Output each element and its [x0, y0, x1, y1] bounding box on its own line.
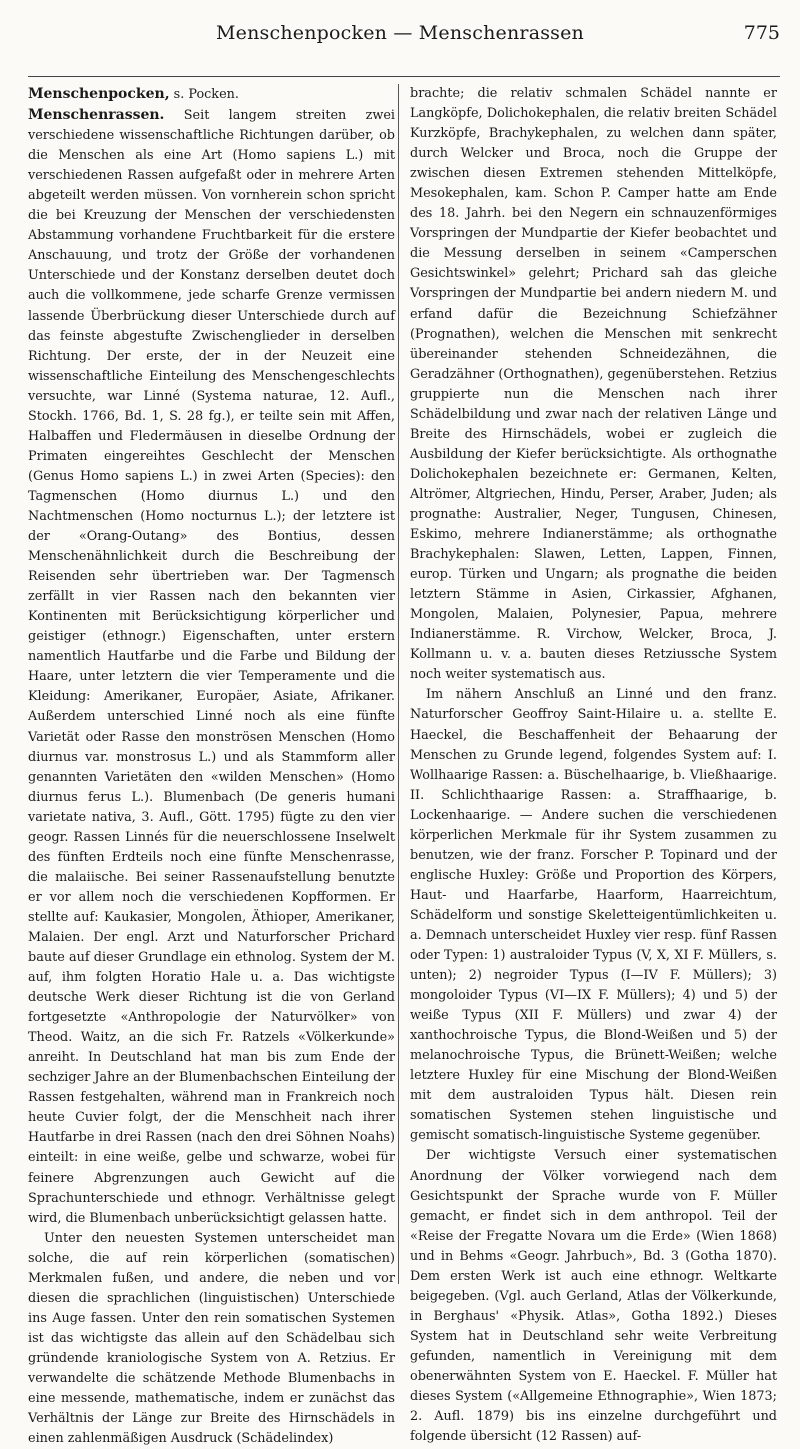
- column-divider: [398, 84, 399, 1284]
- paragraph: Im nähern Anschluß an Linné und den franz. Naturforscher Geoffroy Saint-Hilaire u. a. stellte E. Haeckel, die Beschaffenheit der Behaarung der Menschen zu Grunde legend, folgendes System auf: I. Wollhaarige Rassen: a. Büschelhaarige, b. Vließhaarige. II. Schlichthaarige Rassen: a. Straffhaarige, b. Lockenhaarige. — Andere suchen die verschiedenen körperlichen Merkmale für ihr System zusammen zu benutzen, wie der franz. Forscher P. Topinard und der englische Huxley: Größe und Proportion des Körpers, Haut- und Haarfarbe, Haarform, Haarreichtum, Schädelform und sonstige Skeletteigentümlichkeiten u. a. Demnach unterscheidet Huxley vier resp. fünf Rassen oder Typen: 1) australoider Typus (V, X, XI F. Müllers, s. unten); 2) negroider Typus (I—IV F. Müllers); 3) mongoloider Typus (VI—IX F. Müllers); 4) und 5) der weiße Typus (XII F. Müllers) und zwar 4) der xanthochroische Typus, die Blond-Weißen und 5) der melanochroische Typus, die Brünett-Weißen; welche letztere Huxley für eine Mischung der Blond-Weißen mit dem australoiden Typus hält. Diesen rein somatischen Systemen stehen linguistische und gemischt somatisch-linguistische Systeme gegenüber.: [410, 687, 777, 1144]
- running-head: Menschenpocken — Menschenrassen: [216, 22, 584, 44]
- headword: Menschenpocken,: [28, 86, 170, 102]
- page-number: 775: [743, 22, 780, 44]
- entry-menschenpocken: [28, 84, 395, 105]
- header-rule: [28, 76, 780, 77]
- paragraph: brachte; die relativ schmalen Schädel nannte er Langköpfe, Dolichokephalen, die relativ breiten Schädel Kurzköpfe, Brachykephalen, zu welchen dann später, durch Welcker und Broca, noch die Gruppe der zwischen diesen Extremen stehenden Mittelköpfe, Mesokephalen, kam. Schon P. Camper hatte am Ende des 18. Jahrh. bei den Negern ein schnauzenförmiges Vorspringen der Mundpartie der Kiefer beobachtet und die Messung derselben in seinem «Camperschen Gesichtswinkel» gelehrt; Prichard sah das gleiche Vorspringen der Mundpartie bei andern niedern M. und erfand dafür die Bezeichnung Schiefzähner (Prognathen), welchen die Menschen mit senkrecht übereinander stehenden Schneidezähnen, die Geradzähner (Orthognathen), gegenüberstehen. Retzius gruppierte nun die Menschen nach ihrer Schädelbildung und zwar nach der relativen Länge und Breite des Hirnschädels, wobei er zugleich die Ausbildung der Kiefer berücksichtigte. Als orthognathe Dolichokephalen bezeichnete er: Germanen, Kelten, Altrömer, Altgriechen, Hindu, Perser, Araber, Juden; als prognathe: Australier, Neger, Tungusen, Chinesen, Eskimo, mehrere Indianerstämme; als orthognathe Brachykephalen: Slawen, Letten, Lappen, Finnen, europ. Türken und Ungarn; als prognathe die beiden letztern Stämme in Asien, Cirkassier, Afghanen, Mongolen, Malaien, Polynesier, Papua, mehrere Indianerstämme. R. Virchow, Welcker, Broca, J. Kollmann u. v. a. bauten dieses Retziussche System noch weiter systematisch aus.: [410, 86, 777, 683]
- entry-text: Seit langem streiten zwei verschiedene wissenschaftliche Richtungen darüber, ob die Menschen als eine Art (Homo sapiens L.) mit verschiedenen Rassen aufgefaßt oder in mehrere Arten abgeteilt werden müssen. Von vornherein schon spricht die bei Kreuzung der Menschen der verschiedensten Abstammung vorhandene Fruchtbarkeit für die erstere Anschauung, und trotz der Größe der vorhandenen Unterschiede und der Konstanz derselben deutet doch auch die vollkommene, jede scharfe Grenze vermissen lassende Überbrückung dieser Unterschiede durch auf das feinste abgestufte Zwischenglieder in derselben Richtung. Der erste, der in der Neuzeit eine wissenschaftliche Einteilung des Menschengeschlechts versuchte, war Linné (Systema naturae, 12. Aufl., Stockh. 1766, Bd. 1, S. 28 fg.), er teilte sein mit Affen, Halbaffen und Fledermäusen in dieselbe Ordnung der Primaten eingereihtes Geschlecht der Menschen (Genus Homo sapiens L.) in zwei Arten (Species): den Tagmenschen (Homo diurnus L.) und den Nachtmenschen (Homo nocturnus L.); der letztere ist der «Orang-Outang» des Bontius, dessen Menschenähnlichkeit durch die Beschreibung der Reisenden sehr übertrieben war. Der Tagmensch zerfällt in vier Rassen nach den bekannten vier Kontinenten mit Berücksichtigung körperlicher und geistiger (ethnogr.) Eigenschaften, unter erstern namentlich Hautfarbe und die Farbe und Bildung der Haare, unter letztern die vier Temperamente und die Kleidung: Amerikaner, Europäer, Asiate, Afrikaner. Außerdem unterschied Linné noch als eine fünfte Varietät oder Rasse den monströsen Menschen (Homo diurnus var. monstrosus L.) und als Stammform aller genannten Varietäten den «wilden Menschen» (Homo diurnus ferus L.). Blumenbach (De generis humani varietate nativa, 3. Aufl., Gött. 1795) fügte zu den vier geogr. Rassen Linnés für die neuerschlossene Inselwelt des fünften Erdteils noch eine fünfte Menschenrasse, die malaiische. Bei seiner Rassenaufstellung benutzte er vor allem noch die verschiedenen Kopfformen. Er stellte auf: Kaukasier, Mongolen, Äthioper, Amerikaner, Malaien. Der engl. Arzt und Naturforscher Prichard baute auf dieser Grundlage ein ethnolog. System der M. auf, ihm folgten Horatio Hale u. a. Das wichtigste deutsche Werk dieser Richtung ist die von Gerland fortgesetzte «Anthropologie der Naturvölker» von Theod. Waitz, an die sich Fr. Ratzels «Völkerkunde» anreiht. In Deutschland hat man bis zum Ende der sechziger Jahre an der Blumenbachschen Einteilung der Rassen festgehalten, während man in Frankreich noch heute Cuvier folgt, der die Menschheit nach ihrer Hautfarbe in drei Rassen (nach den drei Söhnen Noahs) einteilt: in eine weiße, gelbe und schwarze, wobei für feinere Abgrenzungen auch Gewicht auf die Sprachunterschiede und ethnogr. Verhältnisse gelegt wird, die Blumenbach unberücksichtigt gelassen hatte.: [28, 108, 395, 1226]
- paragraph: Unter den neuesten Systemen unterscheidet man solche, die auf rein körperlichen (somatischen) Merkmalen fußen, und andere, die neben und vor diesen die sprachlichen (linguistischen) Unterschiede ins Auge fassen. Unter den rein somatischen Systemen ist das wichtigste das allein auf den Schädelbau sich gründende kraniologische System von A. Retzius. Er verwandelte die schätzende Methode Blumenbachs in eine messende, mathematische, indem er zunächst das Verhältnis der Länge zur Breite des Hirnschädels in einen zahlenmäßigen Ausdruck (Schädelindex): [28, 1230, 395, 1447]
- right-column: [410, 84, 777, 1447]
- page-header: [0, 22, 800, 52]
- entry-menschenrassen: [28, 105, 395, 1229]
- entry-text: s. Pocken.: [169, 87, 239, 102]
- left-column: [28, 84, 395, 1449]
- headword: Menschenrassen.: [28, 107, 165, 124]
- paragraph: Der wichtigste Versuch einer systematischen Anordnung der Völker vorwiegend nach dem Gesichtspunkt der Sprache wurde von F. Müller gemacht, er findet sich in dem anthropol. Teil der «Reise der Fregatte Novara um die Erde» (Wien 1868) und in Behms «Geogr. Jahrbuch», Bd. 3 (Gotha 1870). Dem ersten Werk ist auch eine ethnogr. Weltkarte beigegeben. (Vgl. auch Gerland, Atlas der Völkerkunde, in Berghaus' «Physik. Atlas», Gotha 1892.) Dieses System hat in Deutschland sehr weite Verbreitung gefunden, namentlich in Vereinigung mit dem obenerwähnten System von E. Haeckel. F. Müller hat dieses System («Allgemeine Ethnographie», Wien 1873; 2. Aufl. 1879) bis ins einzelne durchgeführt und folgende übersicht (12 Rassen) auf-: [410, 1148, 777, 1445]
